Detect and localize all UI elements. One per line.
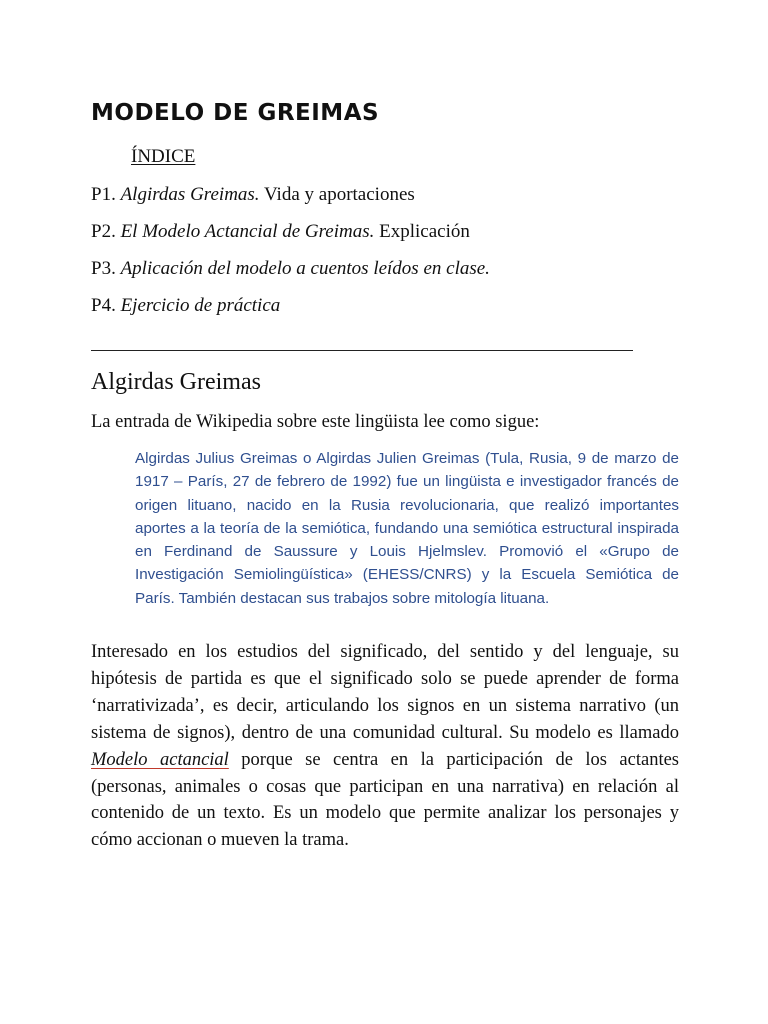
body-paragraph bbox=[91, 639, 679, 854]
toc-item[interactable] bbox=[91, 182, 490, 219]
toc-item-subtitle: Vida y aportaciones bbox=[259, 184, 415, 205]
toc-item-title: Aplicación del modelo a cuentos leídos en clase. bbox=[120, 258, 490, 279]
index-heading: ÍNDICE bbox=[131, 146, 196, 167]
toc-item-number: P2. bbox=[91, 221, 116, 242]
modelo-actancial-term: Modelo actancial bbox=[91, 749, 229, 770]
intro-text: La entrada de Wikipedia sobre este lingüista lee como sigue: bbox=[91, 412, 540, 432]
wikipedia-quote: Algirdas Julius Greimas o Algirdas Julien Greimas (Tula, Rusia, 9 de marzo de 1917 – París, 27 de febrero de 1992) fue un lingüista e investigador francés de origen lituano, nacido en la Rusia revolucionaria, que realizó importantes aportes a la teoría de la semiótica, fundando una semiótica estructural inspirada en Ferdinand de Saussure y Louis Hjelmslev. Promovió el «Grupo de Investigación Semiolingüística» (EHESS/CNRS) y la Escuela Semiótica de París. También destacan sus trabajos sobre mitología lituana. bbox=[135, 450, 679, 607]
toc-item-number: P3. bbox=[91, 258, 116, 279]
toc-item-number: P4. bbox=[91, 295, 116, 316]
document-title: MODELO DE GREIMAS bbox=[91, 100, 380, 126]
toc-item-title: Ejercicio de práctica bbox=[120, 295, 281, 316]
toc-item[interactable] bbox=[91, 293, 490, 330]
toc-item-title: Algirdas Greimas. bbox=[120, 184, 260, 205]
toc-item[interactable] bbox=[91, 256, 490, 293]
body-text-part2: porque se centra en la participación de los actantes (personas, animales o cosas que participan en una narrativa) en relación al contenido de un texto. Es un modelo que permite analizar los personajes y cómo accionan o mueven la trama. bbox=[91, 749, 680, 851]
toc-item[interactable] bbox=[91, 219, 490, 256]
toc-item-subtitle: Explicación bbox=[374, 221, 470, 242]
body-text-part1: Interesado en los estudios del significado, del sentido y del lenguaje, su hipótesis de partida es que el significado solo se puede aprender de forma ‘narrativizada’, es decir, articulando los signos en un sistema narrativo (un sistema de signos), dentro de una comunidad cultural. Su modelo es llamado bbox=[91, 642, 679, 743]
table-of-contents bbox=[91, 182, 490, 330]
horizontal-rule bbox=[91, 350, 633, 351]
toc-item-title: El Modelo Actancial de Greimas. bbox=[120, 221, 375, 242]
toc-item-number: P1. bbox=[91, 184, 116, 205]
section-heading: Algirdas Greimas bbox=[91, 369, 261, 395]
